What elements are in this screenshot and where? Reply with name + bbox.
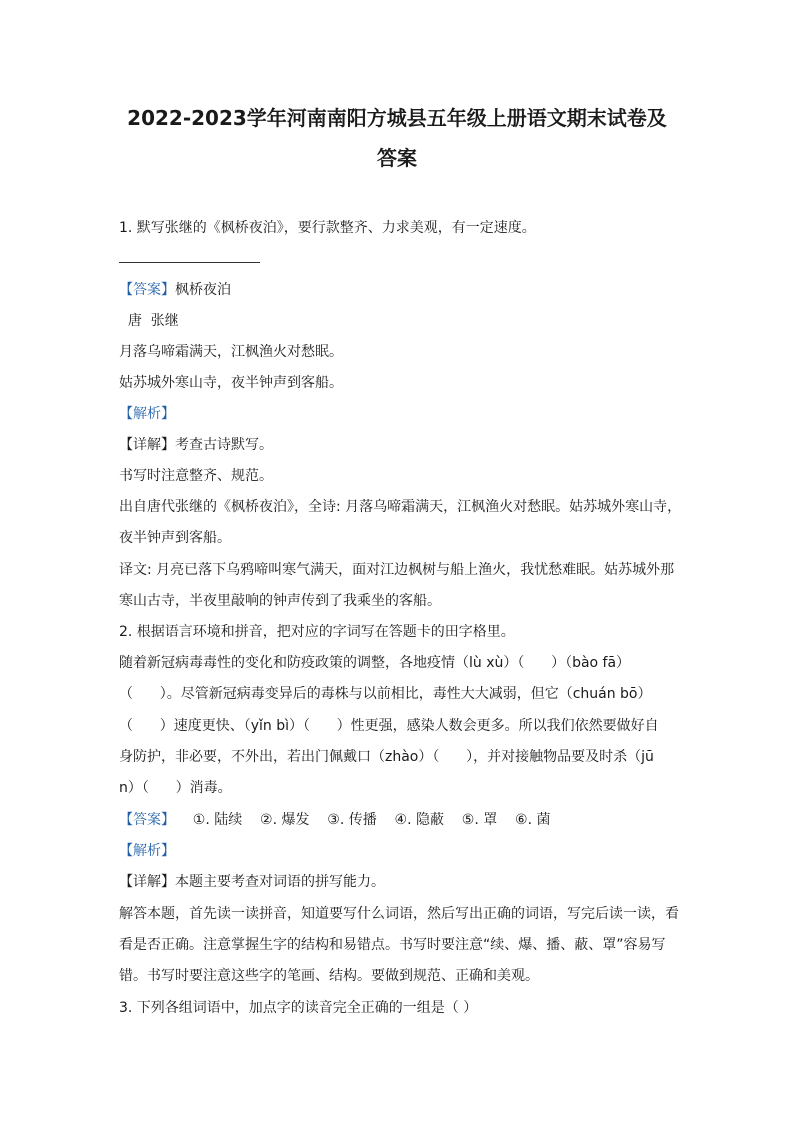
translation-text: 译文: 月亮已落下乌鸦啼叫寒气满天，面对江边枫树与船上渔火，我忧愁难眠。姑苏城外那	[119, 562, 675, 578]
question-text: n）（ ）消毒。	[119, 780, 232, 796]
question-text: （ ）。尽管新冠病毒变异后的毒株与以前相比，毒性大大减弱，但它（chuán bō）	[119, 686, 652, 702]
q1-answer	[119, 280, 231, 300]
answer-tag: 【答案】	[119, 812, 175, 828]
explanation-text: 看是否正确。注意掌握生字的结构和易错点。书写时要注意“续、爆、播、蔽、罩”容易写	[119, 937, 666, 953]
question-2: 2. 根据语言环境和拼音，把对应的字词写在答题卡的田字格里。	[119, 624, 515, 640]
explanation-text: 解答本题，首先读一读拼音，知道要写什么词语，然后写出正确的词语，写完后读一读，看	[119, 906, 679, 922]
explanation-text: 书写时注意整齐、规范。	[119, 468, 273, 484]
question-1: 1. 默写张继的《枫桥夜泊》，要行款整齐、力求美观，有一定速度。	[119, 220, 536, 236]
question-text: 身防护，非必要，不外出，若出门佩戴口（zhào）（ ），并对接触物品要及时杀（jū	[119, 749, 654, 765]
detail-tag: 【详解】	[119, 437, 175, 453]
answer-blank-line	[119, 262, 260, 263]
analysis-tag: 【解析】	[119, 843, 175, 859]
question-text: 随着新冠病毒毒性的变化和防疫政策的调整，各地疫情（lù xù）（ ）（bào fā）	[119, 655, 631, 671]
translation-text: 寒山古寺，半夜里敲响的钟声传到了我乘坐的客船。	[119, 593, 441, 609]
poem-line: 月落乌啼霜满天，江枫渔火对愁眠。	[119, 344, 343, 360]
explanation-text: 夜半钟声到客船。	[119, 530, 231, 546]
q2-answer	[119, 810, 551, 830]
question-text: （ ）速度更快、（yǐn bì）（ ）性更强，感染人数会更多。所以我们依然要做好自	[119, 718, 659, 734]
document-title-line1: 2022-2023学年河南南阳方城县五年级上册语文期末试卷及	[127, 106, 667, 130]
poem-author: 唐 张继	[119, 313, 179, 329]
poem-line: 姑苏城外寒山寺，夜半钟声到客船。	[119, 375, 343, 391]
document-title-line2: 答案	[377, 146, 417, 170]
analysis-tag: 【解析】	[119, 406, 175, 422]
explanation-text: 出自唐代张继的《枫桥夜泊》，全诗: 月落乌啼霜满天，江枫渔火对愁眠。姑苏城外寒山寺，	[119, 499, 682, 515]
detail-tag: 【详解】	[119, 874, 175, 890]
q1-detail	[119, 435, 273, 455]
question-3: 3. 下列各组词语中，加点字的读音完全正确的一组是（ ）	[119, 1000, 478, 1016]
q2-detail	[119, 872, 385, 892]
detail-text: 考查古诗默写。	[175, 437, 273, 453]
answer-tag: 【答案】	[119, 282, 175, 298]
explanation-text: 错。书写时要注意这些字的笔画、结构。要做到规范、正确和美观。	[119, 968, 539, 984]
answer-text: ①. 陆续 ②. 爆发 ③. 传播 ④. 隐蔽 ⑤. 罩 ⑥. 菌	[175, 812, 551, 828]
answer-text: 枫桥夜泊	[175, 282, 231, 298]
detail-text: 本题主要考查对词语的拼写能力。	[175, 874, 385, 890]
